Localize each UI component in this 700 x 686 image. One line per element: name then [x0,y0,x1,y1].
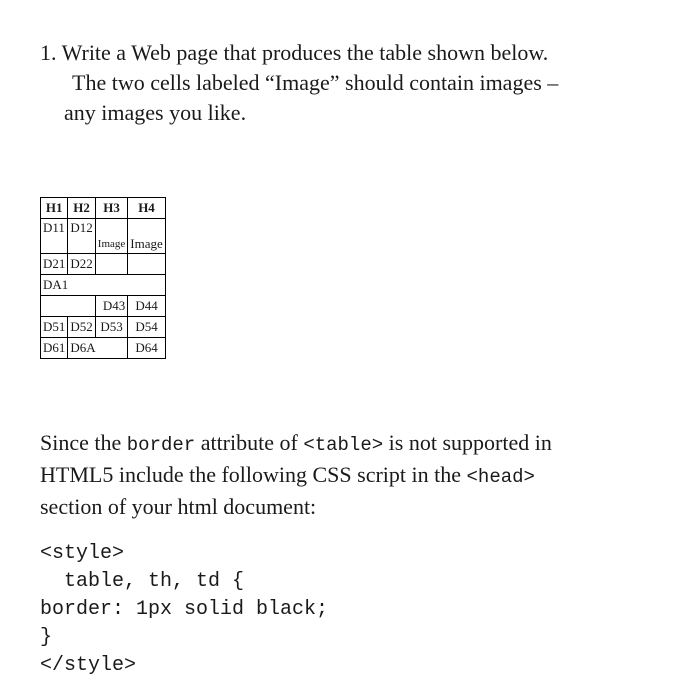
code-line: } [40,626,53,649]
example-table [40,197,166,359]
table-header-row [41,198,166,219]
header-cell: H1 [41,198,68,219]
header-cell: H3 [95,198,127,219]
note-line-2 [40,460,680,492]
table-row [41,317,166,338]
question-line-1: 1. Write a Web page that produces the table shown below. [40,40,549,65]
code-line: table, th, td { [40,570,245,593]
table-cell: D64 [128,338,165,359]
table-cell: D22 [68,254,95,275]
css-code-block [40,540,328,680]
note-line-1 [40,428,680,460]
table-row [41,219,166,254]
table-row [41,275,166,296]
table-cell: D54 [128,317,165,338]
css-note [40,428,680,522]
table-row [41,296,166,317]
table-cell: D53 [95,317,127,338]
note-text: HTML5 include the following CSS script in the [40,462,467,487]
note-text: Since the [40,430,127,455]
inline-code: <head> [466,466,535,488]
code-line: </style> [40,654,137,677]
question-line-2: The two cells labeled “Image” should contain images – [72,70,559,95]
table-cell: D52 [68,317,95,338]
table-cell: D61 [41,338,68,359]
header-cell: H2 [68,198,95,219]
table-cell: D21 [41,254,68,275]
table-cell: D6A [68,338,128,359]
table-cell-empty [95,254,127,275]
code-line: <style> [40,542,125,565]
table-cell: D11 [41,219,68,254]
table-cell: D44 [128,296,165,317]
inline-code: border [126,434,196,456]
table-cell: D43 [95,296,127,317]
table-cell-empty [128,254,165,275]
header-cell: H4 [128,198,165,219]
question-text [40,38,680,128]
table-cell: D51 [41,317,68,338]
code-line: border: 1px solid black; [40,598,329,621]
table-cell: DA1 [41,275,166,296]
note-line-3: section of your html document: [40,494,317,519]
image-cell: Image [128,219,165,254]
inline-code: <table> [303,434,384,456]
table-row [41,254,166,275]
image-cell: Image [95,219,127,254]
table-cell: D12 [68,219,95,254]
note-text: attribute of [195,430,304,455]
note-text: is not supported in [383,430,552,455]
table-row [41,338,166,359]
table-cell-empty [41,296,96,317]
question-line-3: any images you like. [64,100,247,125]
